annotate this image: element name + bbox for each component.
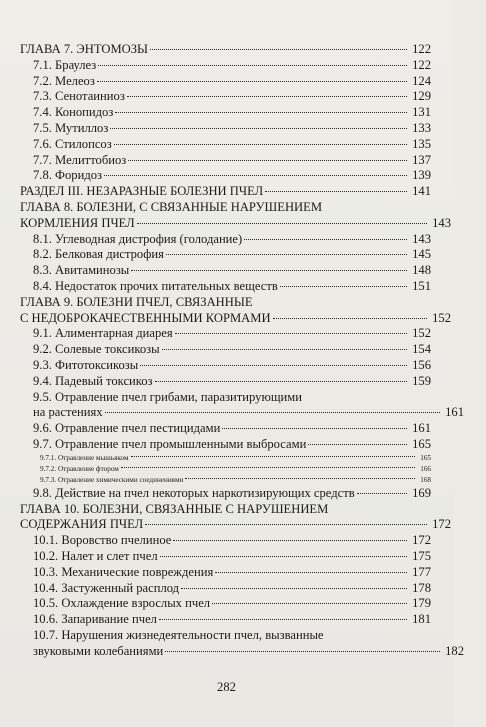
toc-section-entry — [0, 358, 453, 374]
toc-page-number: 165 — [420, 453, 431, 462]
toc-page-number: 172 — [432, 517, 451, 532]
toc-section-entry — [0, 153, 453, 169]
toc-section-entry — [0, 58, 453, 74]
toc-section-entry — [0, 627, 464, 660]
toc-entry-title: 7.5. Мутиллоз — [33, 120, 109, 135]
toc-section-entry — [0, 581, 453, 597]
toc-page-number: 179 — [412, 596, 431, 611]
dot-leader — [115, 111, 407, 113]
dot-leader — [162, 348, 407, 350]
toc-entry-title: 9.6. Отравление пчел пестицидами — [33, 421, 221, 436]
toc-entry-title: СОДЕРЖАНИЯ ПЧЕЛ — [20, 517, 144, 532]
toc-page-number: 133 — [412, 120, 431, 135]
toc-section-entry — [0, 121, 453, 137]
toc-chapter-entry — [0, 502, 453, 534]
toc-entry-title: 8.3. Авитаминозы — [33, 263, 130, 278]
toc-chapter-entry — [0, 42, 453, 58]
toc-entry-title: 9.7.1. Отравление мышьяком — [40, 453, 129, 462]
dot-leader — [165, 650, 440, 652]
toc-chapter-entry — [0, 200, 453, 232]
toc-entry-title-line: 9.5. Отравление пчел грибами, паразитирующими — [33, 389, 303, 404]
toc-page-number: 159 — [412, 373, 431, 388]
toc-entry-title: 7.6. Стилопсоз — [33, 136, 112, 151]
toc-section-entry — [0, 342, 453, 358]
dot-leader — [244, 238, 407, 240]
toc-page-number: 148 — [412, 263, 431, 278]
dot-leader — [137, 222, 427, 224]
toc-entry-title: 10.2. Налет и слет пчел — [33, 548, 158, 563]
dot-leader — [173, 539, 407, 541]
toc-entry-title: 10.5. Охлаждение взрослых пчел — [33, 596, 211, 611]
toc-page-number: 124 — [412, 73, 431, 88]
toc-page-number: 168 — [420, 475, 431, 484]
toc-entry-title: 8.1. Углеводная дистрофия (голодание) — [33, 231, 243, 246]
toc-chapter-entry — [0, 295, 453, 327]
toc-section-entry — [0, 247, 453, 263]
toc-entry-title-line: ГЛАВА 10. БОЛЕЗНИ, СВЯЗАННЫЕ С НАРУШЕНИЕМ — [20, 501, 329, 516]
page-number: 282 — [217, 680, 236, 694]
toc-section-entry — [0, 279, 453, 295]
toc-chapter-entry — [0, 184, 453, 200]
dot-leader — [128, 159, 407, 161]
toc-section-entry — [0, 389, 464, 422]
toc-entry-title: 10.1. Воровство пчелиное — [33, 533, 172, 548]
toc-entry-title: РАЗДЕЛ III. НЕЗАРАЗНЫЕ БОЛЕЗНИ ПЧЕЛ — [20, 184, 264, 199]
toc-entry-title: 7.1. Браулез — [33, 57, 97, 72]
toc-page-number: 182 — [445, 643, 464, 658]
dot-leader — [160, 555, 407, 557]
toc-page-number: 177 — [412, 564, 431, 579]
dot-leader — [357, 492, 407, 494]
toc-entry-title: 7.2. Мелеоз — [33, 73, 95, 88]
toc-entry-title: 10.3. Механические повреждения — [33, 564, 214, 579]
toc-section-entry — [0, 89, 453, 105]
toc-entry-title: 7.7. Мелиттобиоз — [33, 152, 127, 167]
toc-page-number: 135 — [412, 136, 431, 151]
dot-leader — [104, 174, 407, 176]
table-of-contents — [0, 42, 464, 659]
toc-section-entry — [0, 565, 453, 581]
toc-section-entry — [0, 74, 453, 90]
toc-page-number: 151 — [412, 278, 431, 293]
toc-entry-title: 9.4. Падевый токсикоз — [33, 373, 153, 388]
dot-leader — [159, 618, 407, 620]
dot-leader — [175, 332, 407, 334]
toc-section-entry — [0, 105, 453, 121]
dot-leader — [185, 477, 415, 479]
toc-section-entry — [0, 374, 453, 390]
toc-section-entry — [0, 137, 453, 153]
toc-page-number: 156 — [412, 357, 431, 372]
toc-page-number: 141 — [412, 184, 431, 199]
toc-entry-title: КОРМЛЕНИЯ ПЧЕЛ — [20, 215, 135, 230]
toc-entry-title: 9.7. Отравление пчел промышленными выбросами — [33, 436, 307, 451]
toc-entry-title: 8.2. Белковая дистрофия — [33, 247, 164, 262]
toc-section-entry — [0, 533, 453, 549]
toc-page-number: 143 — [412, 231, 431, 246]
toc-page-number: 175 — [412, 548, 431, 563]
toc-page-number: 152 — [412, 326, 431, 341]
toc-section-entry — [0, 549, 453, 565]
toc-section-entry — [0, 421, 453, 437]
toc-entry-title: 7.4. Конопидоз — [33, 105, 114, 120]
toc-section-entry — [0, 437, 453, 453]
toc-subsection-entry — [0, 464, 453, 475]
toc-section-entry — [0, 263, 453, 279]
dot-leader — [98, 64, 407, 66]
toc-entry-title: 9.3. Фитотоксикозы — [33, 357, 139, 372]
dot-leader — [273, 317, 427, 319]
toc-page-number: 143 — [432, 215, 451, 230]
toc-entry-title: 9.2. Солевые токсикозы — [33, 342, 160, 357]
toc-section-entry — [0, 232, 453, 248]
toc-page-number: 165 — [412, 436, 431, 451]
toc-page-number: 172 — [412, 533, 431, 548]
toc-entry-title: 7.3. Сенотаиниоз — [33, 89, 125, 104]
toc-page-number: 181 — [412, 612, 431, 627]
toc-entry-title: ГЛАВА 7. ЭНТОМОЗЫ — [20, 42, 149, 56]
toc-entry-title: 10.4. Застуженный расплод — [33, 580, 180, 595]
toc-page-number: 122 — [412, 57, 431, 72]
toc-entry-title-line: 10.7. Нарушения жизнедеятельности пчел, вызванные — [33, 627, 324, 642]
toc-page-number: 145 — [412, 247, 431, 262]
dot-leader — [181, 587, 407, 589]
dot-leader — [97, 80, 407, 82]
toc-entry-title: 9.8. Действие на пчел некоторых наркотизирующих средств — [33, 485, 355, 500]
dot-leader — [308, 443, 407, 445]
dot-leader — [265, 190, 407, 192]
toc-entry-title: звуковыми колебаниями — [33, 643, 164, 658]
toc-section-entry — [0, 168, 453, 184]
toc-page-number: 169 — [412, 485, 431, 500]
dot-leader — [280, 285, 407, 287]
dot-leader — [110, 127, 407, 129]
toc-subsection-entry — [0, 475, 453, 486]
toc-entry-title-line: ГЛАВА 9. БОЛЕЗНИ ПЧЕЛ, СВЯЗАННЫЕ — [20, 294, 253, 309]
toc-entry-title: 9.1. Алиментарная диарея — [33, 326, 173, 341]
dot-leader — [131, 269, 407, 271]
dot-leader — [127, 95, 407, 97]
dot-leader — [215, 571, 407, 573]
toc-section-entry — [0, 486, 453, 502]
toc-subsection-entry — [0, 453, 453, 464]
toc-entry-title: на растениях — [33, 405, 103, 420]
toc-entry-title: 9.7.2. Отравление фтором — [40, 464, 119, 473]
dot-leader — [131, 455, 415, 457]
dot-leader — [150, 48, 407, 50]
toc-page-number: 139 — [412, 168, 431, 183]
dot-leader — [105, 411, 440, 413]
toc-section-entry — [0, 596, 453, 612]
toc-page-number: 122 — [412, 42, 431, 56]
toc-page-number: 161 — [412, 421, 431, 436]
toc-page-number: 152 — [432, 310, 451, 325]
toc-entry-title: 8.4. Недостаток прочих питательных веществ — [33, 278, 278, 293]
toc-section-entry — [0, 612, 453, 628]
toc-entry-title: 7.8. Форидоз — [33, 168, 103, 183]
toc-entry-title: С НЕДОБРОКАЧЕСТВЕННЫМИ КОРМАМИ — [20, 310, 271, 325]
dot-leader — [212, 602, 407, 604]
dot-leader — [155, 380, 407, 382]
toc-page-number: 137 — [412, 152, 431, 167]
toc-page-number: 131 — [412, 105, 431, 120]
dot-leader — [166, 253, 407, 255]
toc-entry-title: 9.7.3. Отравление химическими соединениями — [40, 475, 184, 484]
dot-leader — [145, 523, 427, 525]
toc-page-number: 129 — [412, 89, 431, 104]
dot-leader — [114, 143, 407, 145]
toc-page-number: 166 — [420, 464, 431, 473]
toc-page-number: 154 — [412, 342, 431, 357]
toc-entry-title-line: ГЛАВА 8. БОЛЕЗНИ, С СВЯЗАННЫЕ НАРУШЕНИЕМ — [20, 199, 323, 214]
dot-leader — [121, 466, 415, 468]
toc-section-entry — [0, 326, 453, 342]
toc-entry-title: 10.6. Запаривание пчел — [33, 612, 157, 627]
dot-leader — [222, 427, 407, 429]
toc-page-number: 161 — [445, 405, 464, 420]
toc-page-number: 178 — [412, 580, 431, 595]
dot-leader — [140, 364, 407, 366]
